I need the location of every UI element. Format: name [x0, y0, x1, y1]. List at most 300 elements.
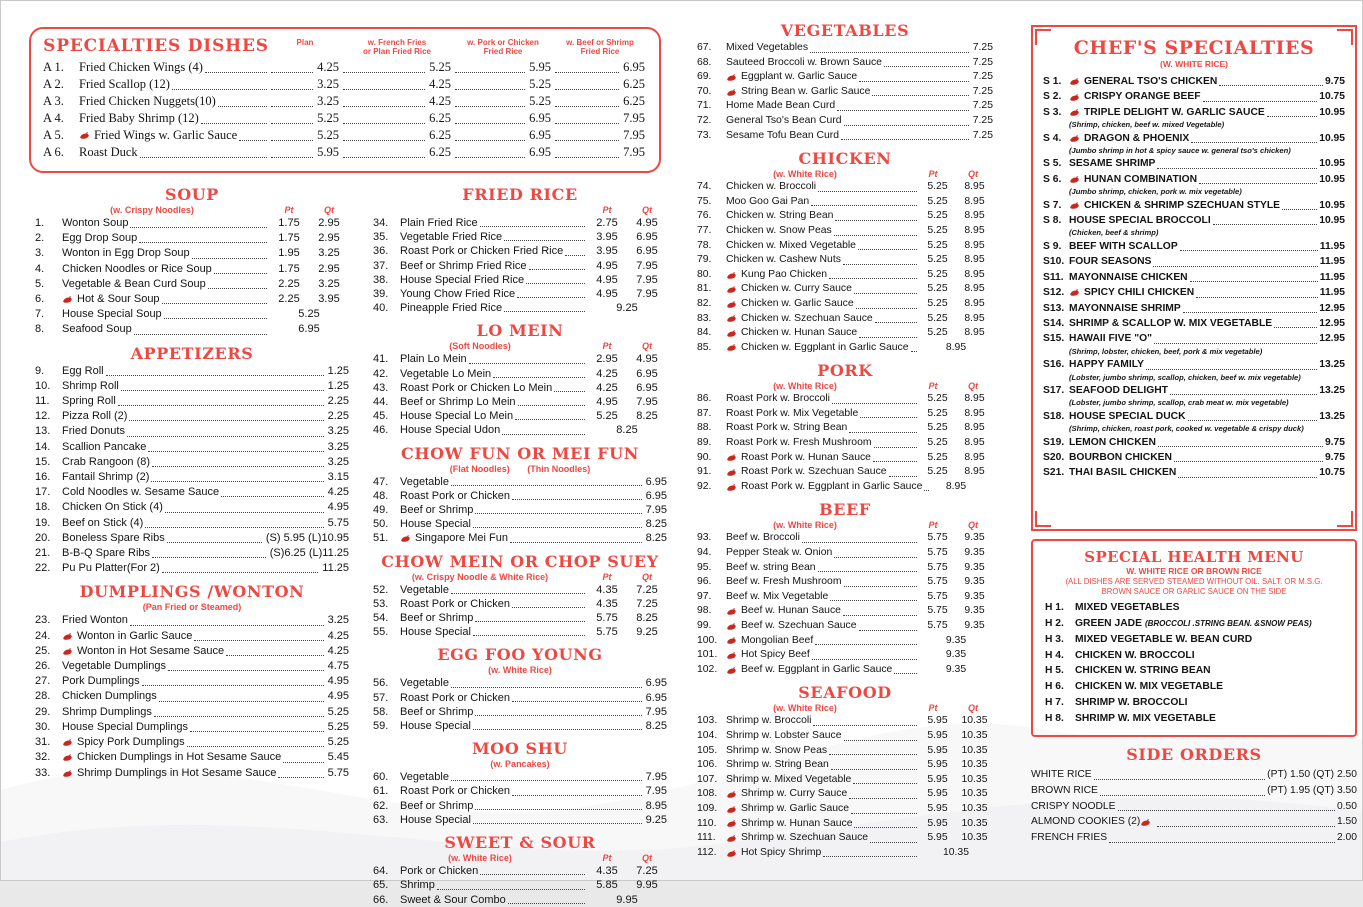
section-title: APPETIZERS: [130, 343, 254, 363]
item-price-qt: 8.95: [964, 466, 985, 478]
menu-item: [373, 352, 667, 366]
item-price-pt: 5.75: [596, 612, 618, 625]
item-number: A 2.: [43, 77, 64, 91]
spicy-icon: [726, 343, 739, 352]
item-price: 4.95: [327, 690, 349, 703]
item-price-pt: 5.95: [927, 715, 948, 727]
item-number: 36.: [373, 245, 389, 258]
menu-item: [373, 367, 667, 381]
item-name: Young Chow Fried Rice: [400, 287, 587, 301]
spicy-icon: [62, 769, 75, 778]
menu-item: [697, 297, 993, 312]
specialties-item: [43, 76, 647, 93]
dot-leader: [473, 729, 642, 730]
dot-leader: [475, 809, 641, 810]
dot-leader: [1196, 297, 1318, 298]
item-name: Sweet & Sour Combo: [400, 893, 587, 907]
dot-leader: [875, 322, 917, 323]
side-order-item: [1031, 783, 1357, 799]
spicy-icon: [79, 131, 92, 140]
menu-item: [35, 629, 349, 644]
item-price: 11.95: [1319, 240, 1345, 252]
menu-item: [373, 625, 667, 639]
item-number: 57.: [373, 691, 389, 704]
menu-item: [697, 70, 993, 85]
item-number: 28.: [35, 690, 51, 703]
menu-item: [35, 485, 349, 500]
dot-leader: [130, 625, 324, 626]
qt-column-header: Qt: [642, 341, 652, 352]
item-price-pt: 5.95: [927, 744, 948, 756]
item-name: Pineapple Fried Rice: [400, 301, 587, 315]
chefs-item: [1043, 89, 1345, 104]
header-line: Fried Rice: [483, 47, 523, 56]
item-number: 2.: [35, 232, 45, 245]
item-price-pt: 5.75: [596, 626, 618, 639]
menu-item: [697, 831, 993, 846]
item-number: 18.: [35, 501, 51, 514]
dot-leader: [218, 106, 267, 107]
item-number: 20.: [35, 531, 51, 544]
dot-leader: [843, 615, 917, 616]
item-number: S 7.: [1043, 199, 1062, 211]
menu-item: [697, 451, 993, 466]
menu-item: [35, 394, 349, 409]
specialties-header-row: [43, 36, 647, 56]
menu-item: [373, 597, 667, 611]
chefs-item: [1043, 316, 1345, 331]
item-price-pt: 5.75: [927, 620, 948, 631]
item-number: 112.: [697, 846, 717, 858]
dot-leader: [508, 903, 585, 904]
item-price: 6.25: [553, 76, 647, 93]
menu-section-egg-foo-young: [373, 645, 667, 733]
section-subheader: [35, 602, 349, 613]
section-subheader: [697, 381, 993, 392]
menu-item: [35, 262, 349, 277]
menu-section-moo-shu: [373, 739, 667, 827]
dot-leader: [873, 461, 917, 462]
item-number: S20.: [1043, 451, 1065, 463]
item-price-pt: 4.95: [596, 396, 618, 409]
item-price-pt: 4.95: [596, 273, 618, 286]
item-number: 67.: [697, 42, 712, 53]
dot-leader: [455, 157, 525, 158]
health-menu-title: SPECIAL HEALTH MENU: [1084, 548, 1304, 566]
dot-leader: [162, 572, 318, 573]
menu-item: [35, 231, 349, 246]
specialties-items: [43, 59, 647, 161]
menu-item: [35, 379, 349, 394]
item-price-pt: 1.75: [278, 217, 300, 229]
item-price-qt: 10.35: [961, 744, 988, 756]
specialties-title: SPECIALTIES DISHES: [43, 36, 269, 56]
spicy-icon: [400, 534, 413, 543]
dot-leader: [512, 499, 642, 500]
item-price: 7.95: [645, 504, 667, 517]
dot-leader: [130, 227, 267, 228]
item-price-qt: 8.95: [964, 195, 985, 207]
dot-leader: [854, 827, 917, 828]
chefs-items: [1043, 74, 1345, 481]
header-line: Fried Rice: [580, 47, 620, 56]
menu-item: [35, 644, 349, 659]
chefs-item: [1043, 409, 1345, 424]
item-number: H 5.: [1045, 665, 1064, 677]
spicy-icon: [62, 632, 75, 641]
dot-leader: [271, 106, 313, 107]
item-name: Beef w. Szechuan Sauce: [726, 619, 919, 634]
item-name: Sauteed Broccoli w. Brown Sauce: [726, 56, 971, 71]
item-number: 51.: [373, 532, 389, 545]
item-price: 3.25: [327, 455, 349, 468]
section-subheader: [373, 572, 667, 583]
item-name: Egg Drop Soup: [62, 231, 269, 246]
dot-leader: [437, 889, 585, 890]
item-price: 9.25: [616, 302, 638, 315]
dot-leader: [271, 157, 313, 158]
item-price: 7.25: [972, 129, 993, 141]
item-number: 15.: [35, 455, 51, 468]
item-number: S11.: [1043, 271, 1064, 283]
menu-item: [697, 282, 993, 297]
item-price: 10.95: [1319, 199, 1345, 211]
dot-leader: [1157, 168, 1317, 169]
item-price: 2.25: [327, 410, 349, 423]
dot-leader: [841, 139, 969, 140]
dot-leader: [1153, 266, 1317, 267]
item-name: CRISPY ORANGE BEEF: [1069, 89, 1319, 104]
item-price: 3.25: [327, 425, 349, 438]
dot-leader: [480, 226, 585, 227]
item-price: 8.95: [645, 799, 667, 812]
item-number: S12.: [1043, 287, 1065, 299]
health-item: [1045, 632, 1343, 648]
dot-leader: [849, 432, 917, 433]
item-name: HOUSE SPECIAL DUCK: [1069, 409, 1319, 424]
item-number: 85.: [697, 341, 712, 353]
item-name: Shrimp w. Lobster Sauce: [726, 729, 919, 744]
dot-leader: [1199, 183, 1317, 184]
dot-leader: [835, 220, 917, 221]
dot-leader: [830, 600, 917, 601]
item-name: HUNAN COMBINATION: [1069, 172, 1319, 187]
item-number: 108.: [697, 788, 718, 800]
dot-leader: [844, 125, 969, 126]
item-name: Fantail Shrimp (2): [62, 470, 326, 485]
section-title: SEAFOOD: [798, 683, 892, 703]
dot-leader: [555, 157, 619, 158]
item-price-pt: 5.25: [927, 422, 948, 434]
item-name: Fried Chicken Wings (4): [79, 59, 269, 76]
menu-item: [697, 619, 993, 634]
item-price: 1.25: [327, 379, 349, 392]
item-price-qt: 7.95: [636, 259, 658, 272]
item-price-qt: 2.95: [318, 232, 340, 245]
dot-leader: [106, 375, 324, 376]
item-name: Egg Roll: [62, 364, 326, 379]
item-price-pt: 5.25: [927, 181, 948, 193]
item-price-pt: 1.75: [278, 232, 300, 245]
item-price-pt: 2.75: [596, 217, 618, 229]
spicy-icon: [726, 285, 739, 294]
dot-leader: [860, 417, 917, 418]
item-number: 93.: [697, 532, 712, 544]
dot-leader: [555, 89, 619, 90]
pt-column-header: Pt: [284, 205, 294, 215]
spicy-icon: [62, 647, 75, 656]
item-number: 22.: [35, 562, 51, 575]
item-name: Fried Scallop (12): [79, 76, 269, 93]
item-number: 78.: [697, 239, 712, 251]
item-price-pt: 4.95: [596, 288, 618, 301]
dot-leader: [853, 783, 917, 784]
menu-item: [373, 784, 667, 798]
menu-item: [697, 590, 993, 605]
item-price: 4.25: [327, 644, 349, 657]
specialties-price-header: [269, 38, 341, 56]
specialties-item: [43, 144, 647, 161]
qt-column-header: Qt: [968, 169, 978, 180]
item-price-pt: 5.25: [927, 195, 948, 207]
item-name: Wonton in Hot Sesame Sauce: [62, 644, 326, 659]
item-name: Chicken w. Hunan Sauce: [726, 326, 919, 341]
item-number: 107.: [697, 773, 718, 785]
dot-leader: [512, 795, 642, 796]
dot-leader: [859, 630, 917, 631]
item-price-qt: 10.35: [961, 773, 988, 785]
dot-leader: [504, 240, 585, 241]
menu-item: [697, 326, 993, 341]
dot-leader: [473, 823, 642, 824]
chefs-item: [1043, 465, 1345, 480]
item-name: House Special: [400, 719, 644, 733]
item-price-qt: 7.25: [636, 597, 658, 610]
menu-item: [373, 517, 667, 531]
item-number: 86.: [697, 393, 712, 405]
dot-leader: [515, 419, 585, 420]
item-price-qt: 9.95: [636, 879, 658, 892]
spicy-icon: [1069, 134, 1082, 143]
item-name: TRIPLE DELIGHT W. GARLIC SAUCE: [1069, 105, 1319, 120]
item-price-qt: 8.95: [964, 181, 985, 193]
item-price-pt: 5.25: [927, 312, 948, 324]
item-number: 90.: [697, 451, 712, 463]
dot-leader: [121, 390, 324, 391]
dot-leader: [278, 777, 323, 778]
item-name: Roast Pork or Chicken: [400, 597, 587, 611]
chefs-item: [1043, 74, 1345, 89]
dot-leader: [829, 278, 917, 279]
item-number: 12.: [35, 410, 51, 423]
dot-leader: [510, 542, 642, 543]
dot-leader: [118, 405, 324, 406]
section-subtitle: (w. Crispy Noodles): [110, 205, 194, 215]
item-price-pt: 5.25: [596, 410, 618, 423]
item-number: 56.: [373, 677, 389, 690]
spicy-icon: [726, 622, 739, 631]
dot-leader: [343, 72, 425, 73]
qt-column-header: Qt: [968, 703, 978, 714]
item-price-pt: 3.95: [596, 245, 618, 258]
item-name: Pork Dumplings: [62, 674, 326, 689]
menu-item: [697, 648, 993, 663]
dot-leader: [469, 363, 585, 364]
item-name: BOURBON CHICKEN: [1069, 450, 1325, 465]
item-name: Vegetable & Bean Curd Soup: [62, 277, 269, 292]
item-name: Wonton in Garlic Sauce: [62, 629, 326, 644]
item-number: A 3.: [43, 94, 64, 108]
section-title: CHOW MEIN OR CHOP SUEY: [381, 551, 659, 571]
item-price-qt: 8.95: [964, 393, 985, 405]
item-price: 8.95: [945, 480, 967, 492]
item-number: 47.: [373, 475, 389, 488]
dot-leader: [813, 725, 917, 726]
item-price-qt: 10.35: [961, 715, 988, 727]
section-subtitle: (w. White Rice): [488, 665, 552, 676]
menu-item: [35, 613, 349, 628]
item-number: S 8.: [1043, 215, 1062, 227]
dot-leader: [1274, 327, 1317, 328]
item-number: 104.: [697, 729, 718, 741]
item-name: Kung Pao Chicken: [726, 268, 919, 283]
item-name: Vegetable: [400, 770, 644, 784]
dot-leader: [473, 527, 642, 528]
item-number: S14.: [1043, 317, 1065, 329]
item-name: General Tso's Bean Curd: [726, 114, 971, 129]
menu-item: [697, 253, 993, 268]
item-price-qt: 8.95: [964, 422, 985, 434]
dot-leader: [811, 205, 917, 206]
menu-item: [35, 292, 349, 307]
item-price-qt: 8.95: [964, 239, 985, 251]
menu-item: [35, 409, 349, 424]
dot-leader: [554, 391, 585, 392]
item-price-qt: 8.95: [964, 451, 985, 463]
menu-section-beef: [697, 500, 993, 677]
menu-section-chow-fun: [373, 444, 667, 546]
spicy-icon: [1069, 77, 1082, 86]
menu-item: [373, 230, 667, 244]
item-price: 6.95: [453, 110, 553, 127]
item-price-pt: 5.25: [927, 327, 948, 339]
item-number: 23.: [35, 614, 51, 627]
menu-section-lo-mein: [373, 321, 667, 437]
item-number: 42.: [373, 367, 389, 380]
item-name: Chicken w. Garlic Sauce: [726, 297, 919, 312]
item-name: SHRIMP & SCALLOP W. MIX VEGETABLE: [1069, 316, 1319, 331]
item-name: Chicken Dumplings in Hot Sesame Sauce: [62, 750, 326, 765]
item-name: Hot Spicy Shrimp: [726, 846, 919, 861]
menu-item: [373, 409, 667, 423]
menu-item: [697, 604, 993, 619]
item-name: Roast Pork w. Hunan Sauce: [726, 451, 919, 466]
item-price: 9.35: [945, 634, 967, 646]
specialties-item: [43, 93, 647, 110]
item-note: (Jumbo shrimp, chicken, pork w. mix vegetable): [1069, 187, 1242, 197]
dot-leader: [172, 89, 267, 90]
item-number: 3.: [35, 247, 45, 260]
item-number: H 3.: [1045, 633, 1064, 645]
spicy-icon: [726, 88, 739, 97]
dot-leader: [1100, 795, 1265, 796]
item-price: 7.95: [645, 785, 667, 798]
health-item: [1045, 711, 1343, 727]
item-price: 12.95: [1319, 317, 1345, 329]
chefs-item: [1043, 254, 1345, 269]
item-price-qt: 7.95: [636, 288, 658, 301]
menu-item: [697, 714, 993, 729]
menu-item: [35, 322, 349, 337]
corner-ornament: [1035, 511, 1051, 527]
item-price: 13.25: [1319, 384, 1345, 396]
item-note: (Lobster, jumbo shrimp, scallop, chicken, beef w. mix vegetable): [1069, 372, 1301, 382]
item-number: 5.: [35, 277, 45, 290]
item-number: 52.: [373, 583, 389, 596]
item-price: 12.95: [1319, 333, 1345, 345]
item-price-pt: 5.25: [927, 224, 948, 236]
item-price: 7.25: [972, 100, 993, 112]
item-name: Beef on Stick (4): [62, 516, 326, 531]
item-number: 48.: [373, 489, 389, 502]
item-number: 9.: [35, 364, 45, 377]
item-name: Beef or Shrimp: [400, 611, 587, 625]
item-price-pt: 5.95: [927, 788, 948, 800]
item-name: Fried Wonton: [62, 613, 326, 628]
item-name: Fried Chicken Nuggets(10): [79, 93, 269, 110]
item-price: 7.25: [972, 85, 993, 97]
dot-leader: [859, 81, 969, 82]
item-note: (Shrimp, chicken, beef w. mixed Vegetable): [1069, 120, 1225, 130]
dot-leader: [818, 571, 917, 572]
dot-leader: [849, 798, 917, 799]
item-price: 8.25: [645, 518, 667, 531]
item-number: 79.: [697, 254, 712, 266]
menu-section-fried-rice: [373, 185, 667, 315]
item-name: Mixed Vegetables: [726, 41, 971, 56]
item-price-qt: 3.25: [318, 247, 340, 260]
menu-section-pork: [697, 361, 993, 494]
item-number: 17.: [35, 486, 51, 499]
item-price-pt: 5.75: [927, 561, 948, 573]
item-number: 45.: [373, 410, 389, 423]
item-number: 74.: [697, 181, 712, 193]
item-price: 3.25: [327, 440, 349, 453]
dot-leader: [187, 746, 324, 747]
dot-leader: [555, 106, 619, 107]
section-subheader: [373, 853, 667, 864]
item-number: 61.: [373, 785, 389, 798]
item-price: 3.25: [269, 93, 341, 110]
item-price: 4.25: [327, 629, 349, 642]
spicy-icon: [1069, 175, 1082, 184]
item-price: 5.25: [327, 705, 349, 718]
dot-leader: [802, 542, 917, 543]
section-subtitle: (Soft Noodles): [449, 341, 511, 352]
item-number: 89.: [697, 437, 712, 449]
dot-leader: [815, 644, 917, 645]
item-name: Vegetable Lo Mein: [400, 367, 587, 381]
specialties-item: [43, 110, 647, 127]
side-order-item: [1031, 814, 1357, 830]
dot-leader: [1188, 420, 1318, 421]
item-name: Spring Roll: [62, 394, 326, 409]
item-price: 6.95: [453, 127, 553, 144]
item-name: Roast Pork or Chicken: [400, 784, 644, 798]
spicy-icon: [62, 295, 75, 304]
item-price-qt: 8.95: [964, 312, 985, 324]
item-number: 97.: [697, 590, 712, 602]
